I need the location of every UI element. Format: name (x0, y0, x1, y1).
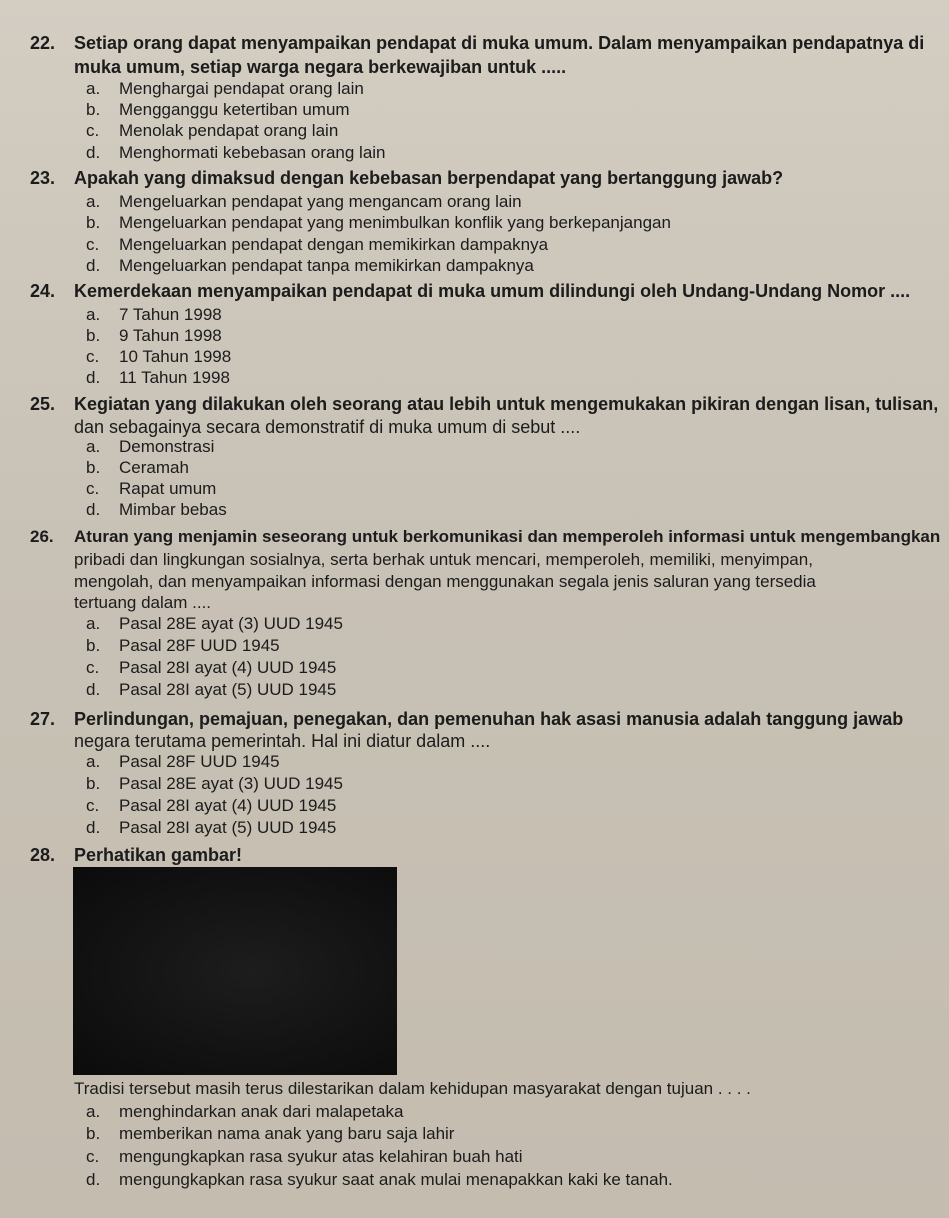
option-text: Pasal 28I ayat (4) UUD 1945 (119, 658, 337, 677)
option-text: Mengeluarkan pendapat yang menimbulkan konflik yang berkepanjangan (119, 213, 671, 232)
option-letter: a. (86, 1102, 101, 1121)
question-27 (30, 709, 903, 729)
option-letter: d. (86, 1170, 101, 1189)
option-d (86, 368, 230, 388)
option-text: menghindarkan anak dari malapetaka (119, 1102, 404, 1121)
option-b (86, 458, 189, 478)
option-letter: b. (86, 1124, 101, 1143)
option-letter: a. (86, 305, 101, 324)
option-text: Menghargai pendapat orang lain (119, 79, 364, 98)
option-letter: d. (86, 680, 101, 699)
option-a (86, 614, 343, 634)
option-a (86, 1102, 403, 1122)
question-text-cont: Tradisi tersebut masih terus dilestarikan dalam kehidupan masyarakat dengan tujuan . . . . (74, 1079, 751, 1098)
option-b (86, 1124, 454, 1144)
option-letter: c. (86, 479, 100, 498)
question-text: Apakah yang dimaksud dengan kebebasan berpendapat yang bertanggung jawab? (74, 168, 784, 188)
option-text: mengungkapkan rasa syukur atas kelahiran buah hati (119, 1147, 523, 1166)
option-letter: a. (86, 437, 101, 456)
option-letter: c. (86, 347, 100, 366)
question-number: 22. (30, 33, 56, 53)
question-text-cont: muka umum, setiap warga negara berkewajiban untuk ..... (74, 57, 567, 77)
option-d (86, 1170, 673, 1190)
option-text: Pasal 28I ayat (5) UUD 1945 (119, 680, 337, 699)
question-number: 25. (30, 394, 56, 414)
option-text: Mimbar bebas (119, 500, 227, 519)
option-text: Menghormati kebebasan orang lain (119, 143, 386, 162)
question-number: 24. (30, 281, 56, 301)
question-number: 26. (30, 527, 54, 546)
option-text: Mengeluarkan pendapat dengan memikirkan dampaknya (119, 235, 549, 254)
option-text: Ceramah (119, 458, 189, 477)
question-text-cont: pribadi dan lingkungan sosialnya, serta berhak untuk mencari, memperoleh, memiliki, menyimpan, (74, 550, 813, 569)
option-text: 10 Tahun 1998 (119, 347, 232, 366)
option-text: Pasal 28E ayat (3) UUD 1945 (119, 774, 343, 793)
option-c (86, 347, 231, 367)
option-c (86, 121, 338, 141)
option-text: Mengeluarkan pendapat tanpa memikirkan dampaknya (119, 256, 534, 275)
option-c (86, 1147, 523, 1167)
option-letter: c. (86, 235, 100, 254)
option-letter: c. (86, 796, 100, 815)
option-b (86, 326, 222, 346)
option-text: 7 Tahun 1998 (119, 305, 222, 324)
question-text: Kegiatan yang dilakukan oleh seorang atau lebih untuk mengemukakan pikiran dengan lisan, tulisan, (74, 394, 939, 414)
option-letter: b. (86, 774, 101, 793)
question-26 (30, 527, 940, 547)
option-b (86, 213, 671, 233)
option-text: Demonstrasi (119, 437, 215, 456)
option-letter: a. (86, 752, 101, 771)
option-text: 9 Tahun 1998 (119, 326, 222, 345)
option-a (86, 752, 280, 772)
question-25 (30, 394, 938, 414)
question-text: Kemerdekaan menyampaikan pendapat di muka umum dilindungi oleh Undang-Undang Nomor .... (74, 281, 911, 301)
option-letter: b. (86, 100, 101, 119)
option-text: 11 Tahun 1998 (119, 368, 230, 387)
question-22 (30, 33, 924, 53)
option-letter: a. (86, 192, 101, 211)
option-a (86, 192, 522, 212)
question-24 (30, 281, 910, 301)
option-letter: c. (86, 658, 100, 677)
option-a (86, 305, 222, 325)
option-text: Mengganggu ketertiban umum (119, 100, 350, 119)
option-b (86, 774, 343, 794)
option-text: Rapat umum (119, 479, 217, 498)
option-letter: b. (86, 636, 101, 655)
question-text: Setiap orang dapat menyampaikan pendapat di muka umum. Dalam menyampaikan pendapatnya di (74, 33, 925, 53)
option-text: Mengeluarkan pendapat yang mengancam orang lain (119, 192, 522, 211)
option-a (86, 79, 364, 99)
option-c (86, 235, 548, 255)
question-28 (30, 845, 242, 865)
question-text: Aturan yang menjamin seseorang untuk berkomunikasi dan memperoleh informasi untuk mengembangkan (74, 527, 941, 546)
question-number: 23. (30, 168, 56, 188)
option-c (86, 796, 336, 816)
option-letter: b. (86, 326, 101, 345)
option-letter: b. (86, 458, 101, 477)
option-letter: d. (86, 143, 101, 162)
option-c (86, 479, 216, 499)
question-text-cont: dan sebagainya secara demonstratif di muka umum di sebut .... (74, 417, 581, 437)
question-text-cont: mengolah, dan menyampaikan informasi dengan menggunakan segala jenis saluran yang tersedia (74, 572, 816, 591)
option-d (86, 680, 336, 700)
option-letter: a. (86, 614, 101, 633)
option-d (86, 256, 534, 276)
option-letter: d. (86, 256, 101, 275)
option-text: Pasal 28I ayat (5) UUD 1945 (119, 818, 337, 837)
question-23 (30, 168, 783, 188)
question-text: Perhatikan gambar! (74, 845, 243, 865)
question-text-cont: negara terutama pemerintah. Hal ini diatur dalam .... (74, 731, 491, 751)
option-text: Pasal 28E ayat (3) UUD 1945 (119, 614, 343, 633)
option-letter: a. (86, 79, 101, 98)
option-b (86, 100, 350, 120)
option-b (86, 636, 280, 656)
option-letter: d. (86, 368, 101, 387)
option-c (86, 658, 336, 678)
option-text: Pasal 28F UUD 1945 (119, 752, 280, 771)
question-text-cont: tertuang dalam .... (74, 593, 212, 612)
option-text: Menolak pendapat orang lain (119, 121, 339, 140)
option-a (86, 437, 214, 457)
option-text: mengungkapkan rasa syukur saat anak mulai menapakkan kaki ke tanah. (119, 1170, 673, 1189)
option-letter: b. (86, 213, 101, 232)
option-text: memberikan nama anak yang baru saja lahir (119, 1124, 455, 1143)
tradition-photo (73, 867, 397, 1075)
option-text: Pasal 28I ayat (4) UUD 1945 (119, 796, 337, 815)
option-d (86, 143, 386, 163)
option-text: Pasal 28F UUD 1945 (119, 636, 280, 655)
option-letter: d. (86, 818, 101, 837)
option-d (86, 818, 336, 838)
option-letter: c. (86, 121, 100, 140)
question-number: 28. (30, 845, 56, 865)
option-letter: d. (86, 500, 101, 519)
option-d (86, 500, 227, 520)
question-number: 27. (30, 709, 56, 729)
option-letter: c. (86, 1147, 100, 1166)
question-text: Perlindungan, pemajuan, penegakan, dan pemenuhan hak asasi manusia adalah tanggung jawab (74, 709, 904, 729)
